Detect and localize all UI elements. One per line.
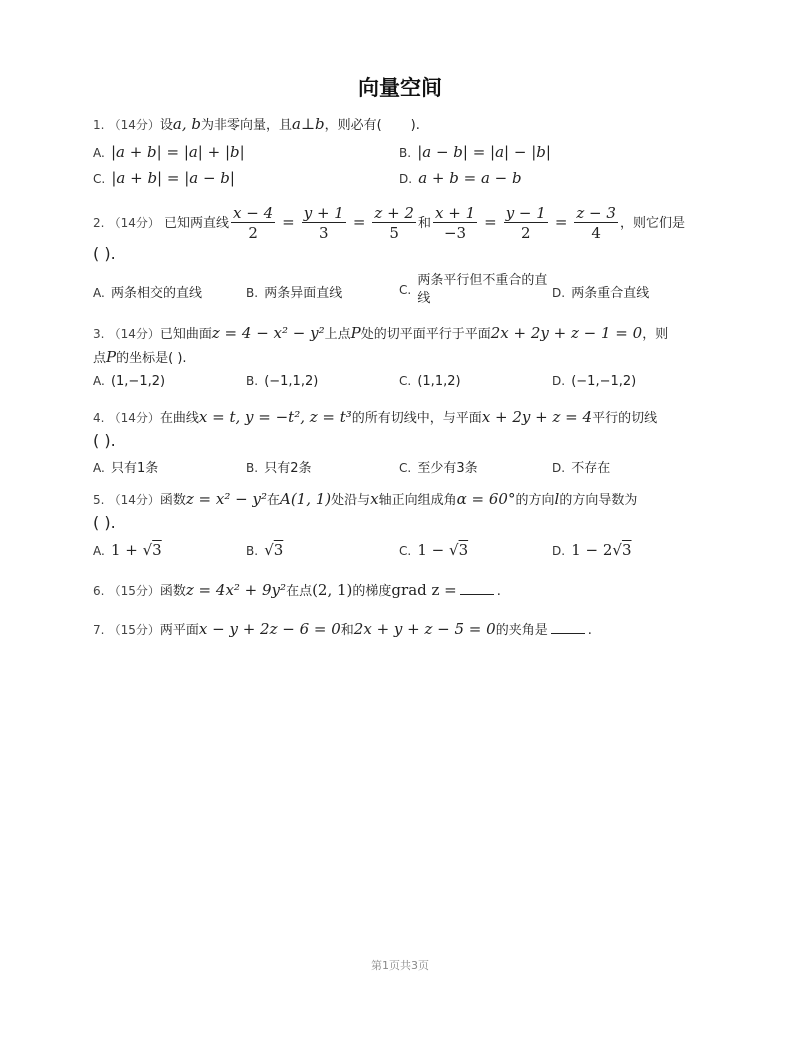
answer-blank[interactable] xyxy=(551,621,585,634)
question-text: 在 xyxy=(266,493,280,508)
question-7: 7. （15分）两平面x − y + 2z − 6 = 0和2x + y + z − 5 = 0的夹角是 . xyxy=(93,620,592,638)
option-text: |a + b| = |a| + |b| xyxy=(110,143,245,161)
question-score: （15分） xyxy=(108,584,160,598)
question-number: 1. xyxy=(93,118,105,132)
question-text: 的梯度 xyxy=(352,584,392,599)
page-footer: 第1页共3页 xyxy=(371,959,429,972)
option-a: A. 1 + √3 xyxy=(93,541,162,559)
question-text: 和 xyxy=(340,623,354,638)
math-expression: z = 4 − x² − y² xyxy=(211,324,325,342)
option-text: 不存在 xyxy=(571,461,611,476)
option-text: a + b = a − b xyxy=(418,169,522,187)
question-text: 设 xyxy=(159,118,173,133)
question-4-paren: ( ). xyxy=(93,431,116,450)
question-text: 为非零向量，且 xyxy=(200,118,292,133)
question-text: 两平面 xyxy=(159,623,199,638)
question-text: 函数 xyxy=(159,493,186,508)
math-expression: x − y + 2z − 6 = 0 xyxy=(198,620,341,638)
option-text: 两条相交的直线 xyxy=(110,286,202,301)
math-expression: l xyxy=(554,490,560,508)
option-d: D. (−1,−1,2) xyxy=(552,374,637,389)
math-expression: a⊥b xyxy=(292,115,325,133)
option-text: 只有1条 xyxy=(110,461,159,476)
option-d: D. 1 − 2√3 xyxy=(552,541,632,559)
option-text: 至少有3条 xyxy=(417,461,478,476)
question-1 xyxy=(93,112,713,138)
option-c: C. 1 − √3 xyxy=(399,541,469,559)
question-4 xyxy=(93,405,713,431)
math-expression: α = 60° xyxy=(456,490,516,508)
math-expression: z = x² − y² xyxy=(185,490,267,508)
option-d: D. 两条重合直线 xyxy=(552,286,650,301)
option-c: C. 至少有3条 xyxy=(399,461,478,476)
question-score: （14分） xyxy=(108,411,160,425)
question-3-line2 xyxy=(93,345,713,371)
math-expression: grad z = xyxy=(391,581,457,599)
question-text: 的方向 xyxy=(515,493,555,508)
question-text: 在曲线 xyxy=(159,411,199,426)
option-c: C. |a + b| = |a − b| xyxy=(93,169,235,187)
option-b: B. √3 xyxy=(246,541,284,559)
math-expression: a, b xyxy=(172,115,201,133)
option-text: 只有2条 xyxy=(264,461,312,476)
question-text: ). xyxy=(410,118,420,133)
option-a: A. (1,−1,2) xyxy=(93,374,166,389)
question-text: 平行的切线 xyxy=(592,411,658,426)
question-3 xyxy=(93,321,713,347)
question-2-paren: ( ). xyxy=(93,244,116,263)
option-text: |a + b| = |a − b| xyxy=(111,169,235,187)
page-title: 向量空间 xyxy=(358,76,442,100)
fraction: $\frac{z - 3}{4}$ xyxy=(576,204,616,242)
option-text: (−1,1,2) xyxy=(264,374,319,389)
question-number: 5. xyxy=(93,493,105,507)
question-text: 已知两直线 xyxy=(164,216,230,231)
fraction: $\frac{z + 2}{5}$ xyxy=(374,204,414,242)
question-score: （14分） xyxy=(108,493,160,507)
option-text: (1,1,2) xyxy=(417,374,461,389)
math-expression: 2x + 2y + z − 1 = 0 xyxy=(490,324,643,342)
answer-blank[interactable] xyxy=(460,582,494,595)
question-text: 的坐标是( ). xyxy=(116,351,187,366)
question-score: （14分） xyxy=(108,216,160,230)
question-text: 点 xyxy=(93,351,107,366)
question-number: 4. xyxy=(93,411,105,425)
fraction: $\frac{y + 1}{3}$ xyxy=(303,204,344,242)
question-text: ，则它们是 xyxy=(619,216,685,231)
option-a: A. 只有1条 xyxy=(93,461,159,476)
option-text: (−1,−1,2) xyxy=(571,374,637,389)
question-text: ，则必有( xyxy=(324,118,382,133)
question-5-paren: ( ). xyxy=(93,513,116,532)
option-d: D. 不存在 xyxy=(552,461,611,476)
math-expression: z = 4x² + 9y² xyxy=(185,581,287,599)
question-number: 3. xyxy=(93,327,105,341)
question-text: ，则 xyxy=(642,327,669,342)
question-text: 的所有切线中，与平面 xyxy=(351,411,482,426)
question-text: 上点 xyxy=(324,327,351,342)
option-c: C. 两条平行但不重合的直线 xyxy=(399,272,551,308)
question-text: 和 xyxy=(417,216,431,231)
fraction: $\frac{x - 4}{2}$ xyxy=(233,204,274,242)
question-text: 的夹角是 xyxy=(495,623,548,638)
math-expression: P xyxy=(350,324,361,342)
question-score: （15分） xyxy=(108,623,160,637)
fraction: $\frac{x + 1}{-3}$ xyxy=(435,204,476,242)
question-score: （14分） xyxy=(108,327,160,341)
question-text: 处沿与 xyxy=(331,493,371,508)
math-expression: x xyxy=(370,490,379,508)
option-c: C. (1,1,2) xyxy=(399,374,461,389)
option-a: A. |a + b| = |a| + |b| xyxy=(93,143,245,161)
question-number: 7. xyxy=(93,623,105,637)
option-text: 两条异面直线 xyxy=(264,286,343,301)
option-b: B. 只有2条 xyxy=(246,461,312,476)
question-text: 函数 xyxy=(159,584,186,599)
math-expression: x = t, y = −t², z = t³ xyxy=(198,408,352,426)
math-expression: 2x + y + z − 5 = 0 xyxy=(353,620,496,638)
math-expression: (2, 1) xyxy=(312,581,353,599)
question-text: 轴正向组成角 xyxy=(378,493,457,508)
option-text: (1,−1,2) xyxy=(110,374,166,389)
question-text: 的方向导数为 xyxy=(559,493,638,508)
question-6: 6. （15分）函数z = 4x² + 9y²在点(2, 1)的梯度grad z = . xyxy=(93,581,501,599)
option-text: 两条平行但不重合的直线 xyxy=(417,273,548,306)
option-a: A. 两条相交的直线 xyxy=(93,286,202,301)
option-text: 两条重合直线 xyxy=(571,286,650,301)
math-expression: P xyxy=(106,348,117,366)
option-text: |a − b| = |a| − |b| xyxy=(417,143,551,161)
math-expression: A(1, 1) xyxy=(279,490,332,508)
question-number: 6. xyxy=(93,584,105,598)
option-b: B. |a − b| = |a| − |b| xyxy=(399,143,551,161)
question-number: 2. xyxy=(93,216,105,230)
question-score: （14分） xyxy=(108,118,160,132)
question-text: 已知曲面 xyxy=(159,327,212,342)
fraction: $\frac{y - 1}{2}$ xyxy=(505,204,546,242)
option-d: D. a + b = a − b xyxy=(399,169,522,187)
option-b: B. (−1,1,2) xyxy=(246,374,319,389)
question-text: 在点 xyxy=(286,584,313,599)
question-2: 2. （14分） 已知两直线 $\frac{x - 4}{2}$ = $\frac{y + 1}{3}$ = $\frac{z + 2}{5}$ 和 $\frac{x + 1}{-3}$ = $\frac{y - 1}{2}$ = $\frac{z - 3}{4}$ ，则它们是 xyxy=(93,204,685,242)
question-text: 处的切平面平行于平面 xyxy=(360,327,491,342)
math-expression: x + 2y + z = 4 xyxy=(481,408,593,426)
option-b: B. 两条异面直线 xyxy=(246,286,343,301)
question-5 xyxy=(93,487,713,513)
